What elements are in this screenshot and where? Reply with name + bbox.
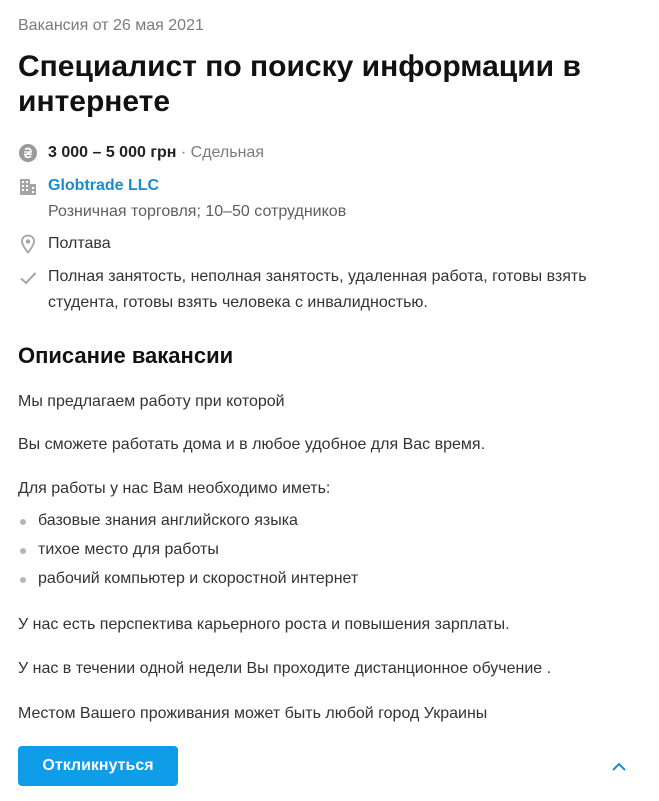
list-item-text: рабочий компьютер и скоростной интернет — [38, 570, 359, 587]
employment-line-2: студента, готовы взять человека с инвалидностью. — [48, 294, 428, 311]
description-heading: Описание вакансии — [18, 343, 234, 368]
description-paragraph: У нас в течении одной недели Вы проходите дистанционное обучение . — [18, 660, 552, 677]
company-link[interactable]: Globtrade LLC — [48, 177, 160, 194]
chevron-up-icon[interactable] — [611, 760, 627, 774]
bullet-dot-icon — [20, 577, 26, 583]
description-paragraph: У нас есть перспектива карьерного роста и повышения зарплаты. — [18, 616, 510, 633]
bullet-dot-icon — [20, 519, 26, 525]
page-title: Специалист по поиску информации в интернете — [18, 50, 581, 118]
employment-row — [18, 264, 643, 316]
requirements-list — [18, 512, 358, 599]
hryvnia-coin-icon — [18, 143, 38, 163]
salary-separator: · — [180, 144, 187, 161]
salary-info — [48, 140, 264, 166]
building-icon — [18, 177, 38, 197]
apply-button[interactable]: Откликнуться — [18, 746, 178, 786]
company-description: Розничная торговля; 10–50 сотрудников — [48, 203, 347, 220]
posted-date: Вакансия от 26 мая 2021 — [18, 17, 204, 34]
checkmark-icon — [18, 268, 38, 288]
company-row — [18, 173, 643, 225]
description-paragraph: Вы сможете работать дома и в любое удобное для Вас время. — [18, 436, 486, 453]
list-item — [18, 541, 358, 570]
list-item — [18, 512, 358, 541]
salary-amount: 3 000 – 5 000 грн — [48, 144, 177, 161]
location-row — [18, 231, 643, 257]
list-item-text: базовые знания английского языка — [38, 512, 298, 529]
salary-type: Сдельная — [190, 144, 264, 161]
bullet-dot-icon — [20, 548, 26, 554]
location-city: Полтава — [48, 235, 111, 252]
description-paragraph: Мы предлагаем работу при которой — [18, 393, 285, 410]
list-item — [18, 570, 358, 599]
description-paragraph: Местом Вашего проживания может быть любой город Украины — [18, 705, 488, 722]
employment-line-1: Полная занятость, неполная занятость, удаленная работа, готовы взять — [48, 268, 587, 285]
company-info — [48, 173, 346, 225]
employment-info — [48, 264, 587, 316]
list-item-text: тихое место для работы — [38, 541, 219, 558]
map-pin-icon — [18, 234, 38, 254]
salary-row — [18, 140, 643, 166]
description-paragraph: Для работы у нас Вам необходимо иметь: — [18, 480, 331, 497]
